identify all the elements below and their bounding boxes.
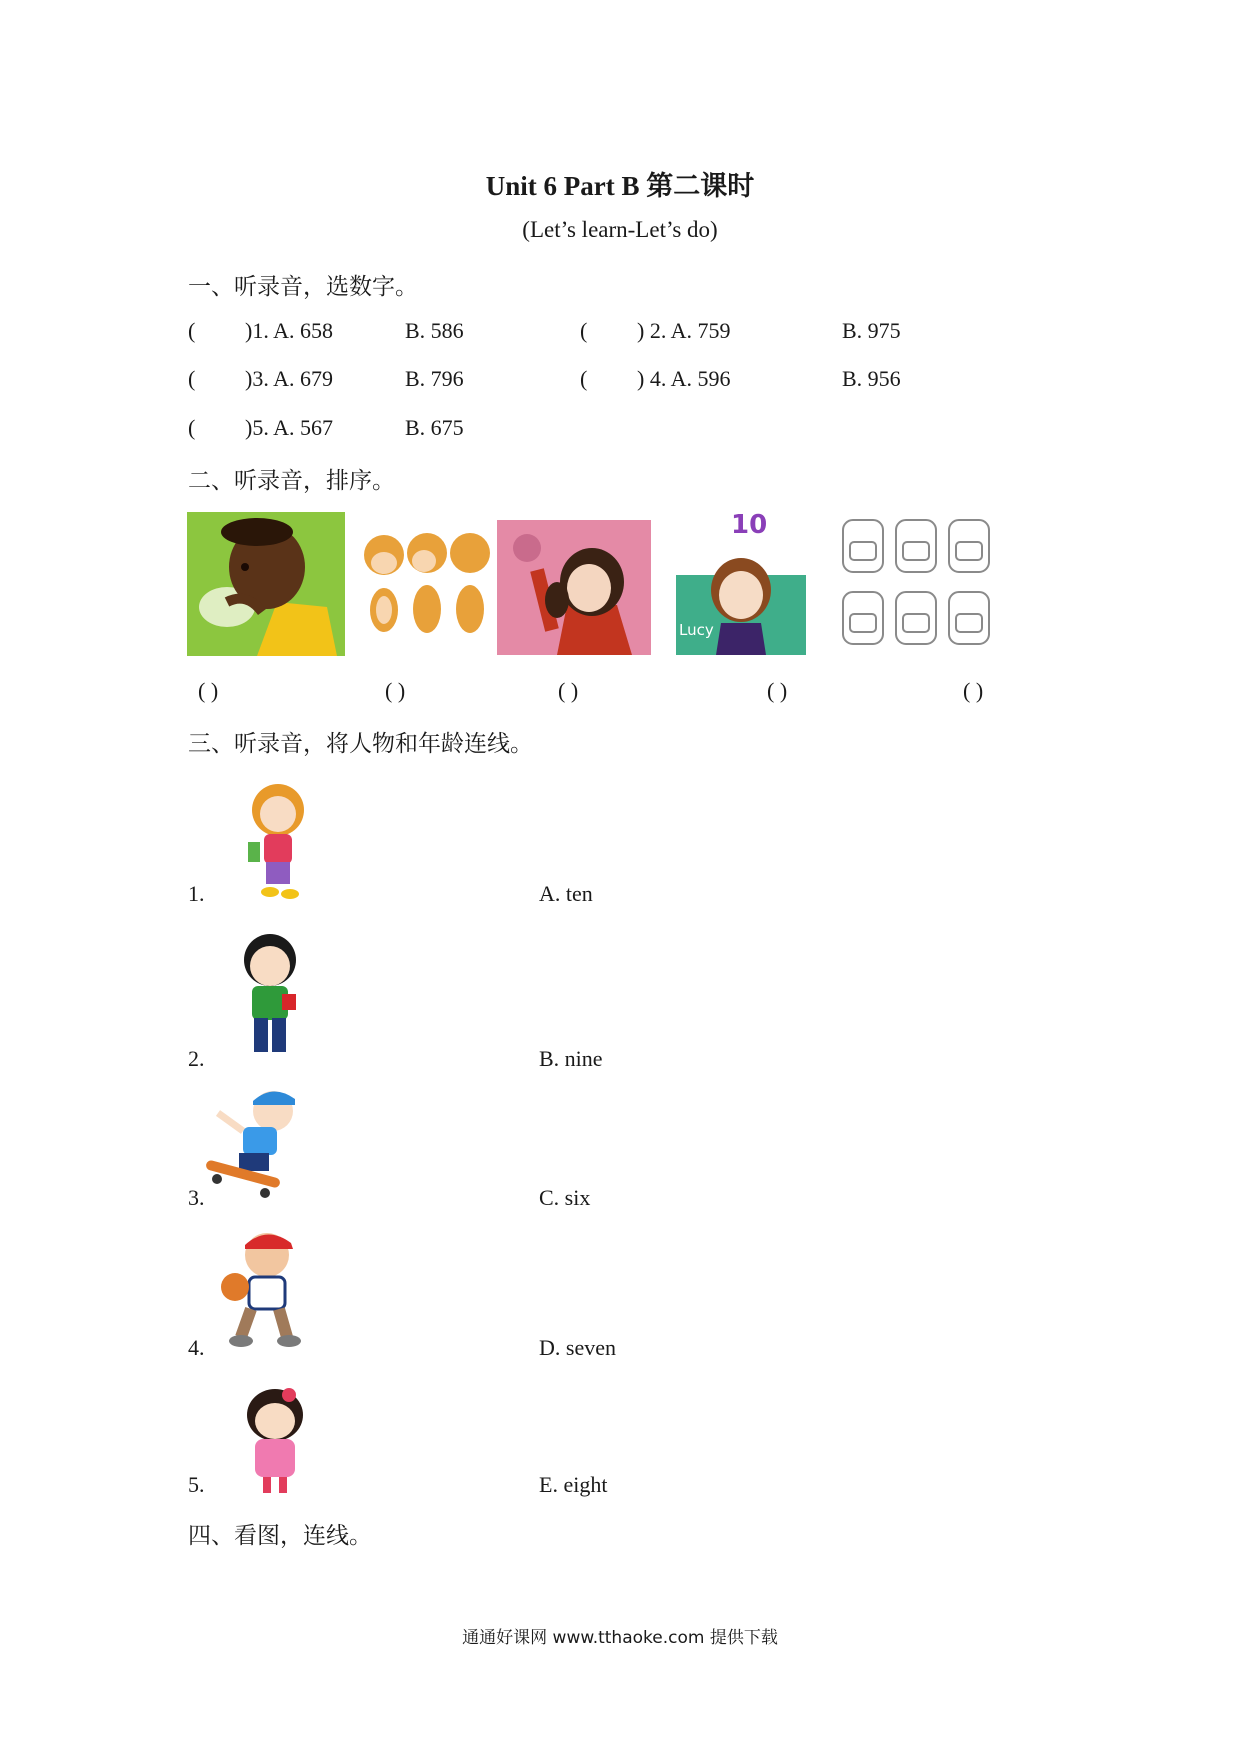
section-2-heading: 二、听录音，排序。 — [188, 468, 395, 494]
q2-option-a: ) 2. A. 759 — [637, 318, 731, 343]
match-right-a[interactable]: A. ten — [539, 881, 593, 906]
boy-pointing-picture — [187, 512, 345, 656]
order-blank-1[interactable]: ( ) — [198, 678, 219, 703]
match-right-c[interactable]: C. six — [539, 1185, 591, 1210]
character-4-picture — [215, 1225, 315, 1355]
character-1-picture — [238, 778, 324, 900]
match-right-e[interactable]: E. eight — [539, 1472, 608, 1497]
q4-option-b: B. 956 — [842, 366, 901, 391]
q4-paren: ( — [580, 366, 588, 391]
character-5-picture — [235, 1385, 315, 1497]
lucy-label: Lucy — [679, 621, 714, 639]
match-left-3: 3. — [188, 1185, 205, 1210]
q5-paren: ( — [188, 415, 196, 440]
page-title: Unit 6 Part B 第二课时 — [485, 171, 755, 201]
match-right-b[interactable]: B. nine — [539, 1046, 603, 1071]
girl-raising-hand-picture — [497, 520, 651, 655]
q5-option-b: B. 675 — [405, 415, 464, 440]
section-4-heading: 四、看图，连线。 — [188, 1523, 372, 1549]
q3-option-b: B. 796 — [405, 366, 464, 391]
page-footer: 通通好课网 www.tthaoke.com 提供下载 — [462, 1628, 778, 1648]
q3-paren: ( — [188, 366, 196, 391]
monkeys-picture — [362, 515, 492, 655]
character-2-picture — [232, 930, 314, 1060]
order-blank-2[interactable]: ( ) — [385, 678, 406, 703]
ten-label: 10 — [731, 510, 768, 540]
order-blank-4[interactable]: ( ) — [767, 678, 788, 703]
q4-option-a: ) 4. A. 596 — [637, 366, 731, 391]
section-1-heading: 一、听录音，选数字。 — [188, 274, 418, 300]
q3-option-a: )3. A. 679 — [245, 366, 333, 391]
order-blank-3[interactable]: ( ) — [558, 678, 579, 703]
lucy-picture — [676, 505, 806, 655]
match-left-2: 2. — [188, 1046, 205, 1071]
section-3-heading: 三、听录音，将人物和年龄连线。 — [188, 731, 533, 757]
q1-paren: ( — [188, 318, 196, 343]
backpacks-picture — [838, 512, 998, 654]
q5-option-a: )5. A. 567 — [245, 415, 333, 440]
match-right-d[interactable]: D. seven — [539, 1335, 616, 1360]
match-left-4: 4. — [188, 1335, 205, 1360]
character-3-picture — [203, 1083, 309, 1201]
match-left-5: 5. — [188, 1472, 205, 1497]
q1-option-a: )1. A. 658 — [245, 318, 333, 343]
q2-paren: ( — [580, 318, 588, 343]
order-blank-5[interactable]: ( ) — [963, 678, 984, 703]
page-subtitle: (Let’s learn-Let’s do) — [522, 217, 718, 242]
match-left-1: 1. — [188, 881, 205, 906]
q2-option-b: B. 975 — [842, 318, 901, 343]
q1-option-b: B. 586 — [405, 318, 464, 343]
